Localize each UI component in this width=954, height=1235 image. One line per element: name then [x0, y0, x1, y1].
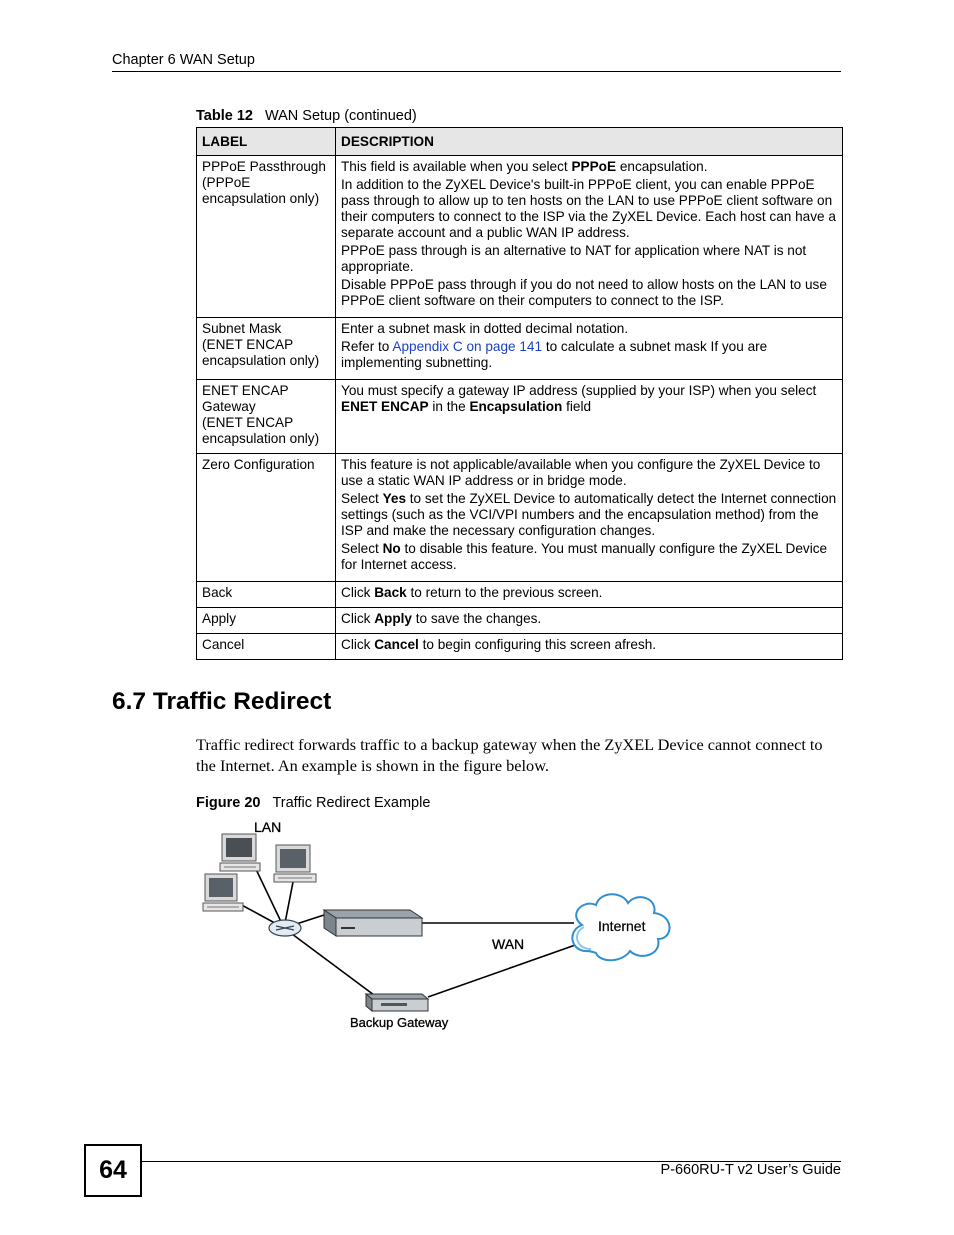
description-paragraph: In addition to the ZyXEL Device's built-in PPPoE client, you can enable PPPoE pass through to allow up to ten hosts on the LAN to use PPPoE client software on their computers to connect to the ISP via the ZyXEL Device. Each host can have a separate account and a public WAN IP address.: [341, 177, 836, 240]
row-label-line: (ENET ENCAP encapsulation only): [202, 337, 320, 368]
row-description: [336, 318, 843, 380]
running-header: Chapter 6 WAN Setup: [112, 52, 255, 68]
row-label-line: Subnet Mask: [202, 321, 282, 336]
row-description: [336, 380, 843, 454]
row-label-line: (PPPoE encapsulation only): [202, 175, 320, 206]
traffic-redirect-diagram: [196, 815, 686, 1040]
table-caption-title: WAN Setup (continued): [264, 108, 417, 124]
row-label: [197, 380, 336, 454]
description-paragraph: This field is available when you select PPPoE encapsulation.: [341, 159, 708, 174]
description-paragraph: You must specify a gateway IP address (supplied by your ISP) when you select ENET ENCAP in the Encapsulation field: [341, 383, 817, 414]
row-label-line: PPPoE Passthrough: [202, 159, 326, 174]
row-label: Apply: [197, 608, 336, 634]
row-label: [197, 318, 336, 380]
row-label: Zero Configuration: [197, 454, 336, 582]
description-paragraph: Select No to disable this feature. You must manually configure the ZyXEL Device for Internet access.: [341, 541, 828, 572]
row-label: Back: [197, 582, 336, 608]
computer-icon: [274, 845, 316, 882]
internet-label: Internet: [598, 918, 646, 934]
row-label: Cancel: [197, 634, 336, 660]
router-icon: [324, 910, 422, 936]
figure-caption-number: Figure 20: [196, 795, 261, 811]
table-header-row: [197, 128, 843, 156]
column-header-label: LABEL: [197, 128, 336, 156]
appendix-c-link[interactable]: Appendix C on page 141: [392, 339, 543, 354]
figure-caption-title: Traffic Redirect Example: [272, 795, 431, 811]
table-row: [197, 318, 843, 380]
row-description: Click Back to return to the previous screen.: [336, 582, 843, 608]
table-row: [197, 608, 843, 634]
lan-label: LAN: [254, 819, 282, 835]
description-paragraph: Disable PPPoE pass through if you do not need to allow hosts on the LAN to use PPPoE client software on their computers to connect to the ISP.: [341, 277, 827, 308]
guide-title: P-660RU-T v2 User’s Guide: [660, 1162, 841, 1178]
description-paragraph: This feature is not applicable/available when you configure the ZyXEL Device to use a static WAN IP address or in bridge mode.: [341, 457, 821, 488]
table-caption: [196, 108, 417, 124]
backup-gateway-icon: [366, 994, 428, 1011]
wan-label: WAN: [492, 936, 525, 952]
row-label-line: (ENET ENCAP encapsulation only): [202, 415, 320, 446]
table-row: [197, 634, 843, 660]
row-label-line: ENET ENCAP Gateway: [202, 383, 289, 414]
description-paragraph: Refer to Appendix C on page 141 to calculate a subnet mask If you are implementing subnetting.: [341, 339, 768, 370]
column-header-description: DESCRIPTION: [336, 128, 843, 156]
description-paragraph: Select Yes to set the ZyXEL Device to automatically detect the Internet connection settings (such as the VCI/VPI numbers and the encapsulation method) from the ISP and make the necessary configuration changes.: [341, 491, 837, 538]
section-heading: 6.7 Traffic Redirect: [112, 688, 332, 715]
table-row: [197, 454, 843, 582]
section-paragraph: Traffic redirect forwards traffic to a backup gateway when the ZyXEL Device cannot connect to the Internet. An example is shown in the figure below.: [196, 735, 823, 775]
description-paragraph: Enter a subnet mask in dotted decimal notation.: [341, 321, 629, 336]
backup-gateway-link: [284, 928, 374, 995]
computer-icon: [203, 874, 243, 911]
hub-icon: [269, 920, 301, 936]
table-row: [197, 582, 843, 608]
row-description: Click Cancel to begin configuring this screen afresh.: [336, 634, 843, 660]
page-number: 64: [84, 1144, 142, 1197]
backup-gateway-label: Backup Gateway: [350, 1015, 449, 1030]
row-label: [197, 156, 336, 318]
table-caption-number: Table 12: [196, 108, 253, 124]
row-description: Click Apply to save the changes.: [336, 608, 843, 634]
computer-icon: [220, 834, 260, 871]
figure-caption: [196, 795, 430, 811]
table-row: [197, 380, 843, 454]
description-paragraph: PPPoE pass through is an alternative to NAT for application where NAT is not appropriate.: [341, 243, 807, 274]
header-rule: [112, 71, 841, 72]
wan-setup-table: [196, 127, 843, 660]
row-description: [336, 156, 843, 318]
table-row: [197, 156, 843, 318]
row-description: [336, 454, 843, 582]
